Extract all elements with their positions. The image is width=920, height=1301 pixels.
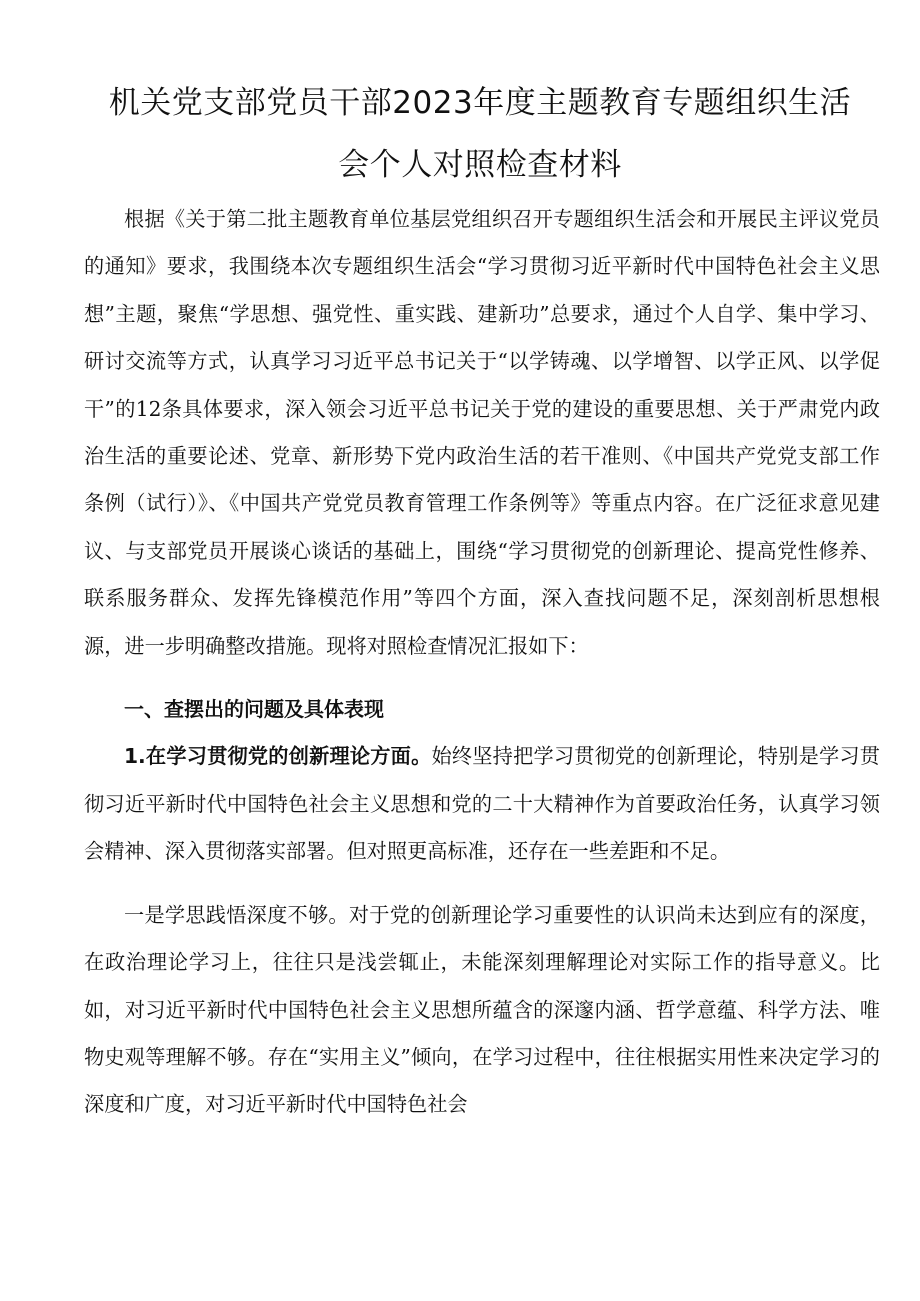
- item-1-body: 始终坚持把学习贯彻党的创新理论，特别是学习贯彻习近平新时代中国特色社会主义思想和党的二十大精神作为首要政治任务，认真学习领会精神、深入贯彻落实部署。但对照更高标准，还存在一些差距和不足。: [84, 744, 880, 864]
- title-line-1: 机关党支部党员干部2023年度主题教育专题组织生活: [108, 85, 852, 121]
- title-line-2: 会个人对照检查材料: [338, 147, 622, 183]
- document-title: [80, 72, 880, 196]
- intro-paragraph: 根据《关于第二批主题教育单位基层党组织召开专题组织生活会和开展民主评议党员的通知》要求，我围绕本次专题组织生活会“学习贯彻习近平新时代中国特色社会主义思想”主题，聚焦“学思想、强党性、重实践、建新功”总要求，通过个人自学、集中学习、研讨交流等方式，认真学习习近平总书记关于“以学铸魂、以学增智、以学正风、以学促干”的12条具体要求，深入领会习近平总书记关于党的建设的重要思想、关于严肃党内政治生活的重要论述、党章、新形势下党内政治生活的若干准则、《中国共产党党支部工作条例（试行）》、《中国共产党党员教育管理工作条例等》等重点内容。在广泛征求意见建议、与支部党员开展谈心谈话的基础上，围绕“学习贯彻党的创新理论、提高党性修养、联系服务群众、发挥先锋模范作用”等四个方面，深入查找问题不足，深刻剖析思想根源，进一步明确整改措施。现将对照检查情况汇报如下：: [84, 207, 880, 658]
- section-heading: 一、查摆出的问题及具体表现: [124, 697, 384, 722]
- item-1-lead: 1.在学习贯彻党的创新理论方面。: [124, 744, 432, 769]
- point-1-paragraph: 一是学思践悟深度不够。对于党的创新理论学习重要性的认识尚未达到应有的深度，在政治理论学习上，往往只是浅尝辄止，未能深刻理解理论对实际工作的指导意义。比如，对习近平新时代中国特色社会主义思想所蕴含的深邃内涵、哲学意蕴、科学方法、唯物史观等理解不够。存在“实用主义”倾向，在学习过程中，往往根据实用性来决定学习的深度和广度，对习近平新时代中国特色社会: [84, 902, 880, 1117]
- item-1-paragraph: [84, 733, 880, 875]
